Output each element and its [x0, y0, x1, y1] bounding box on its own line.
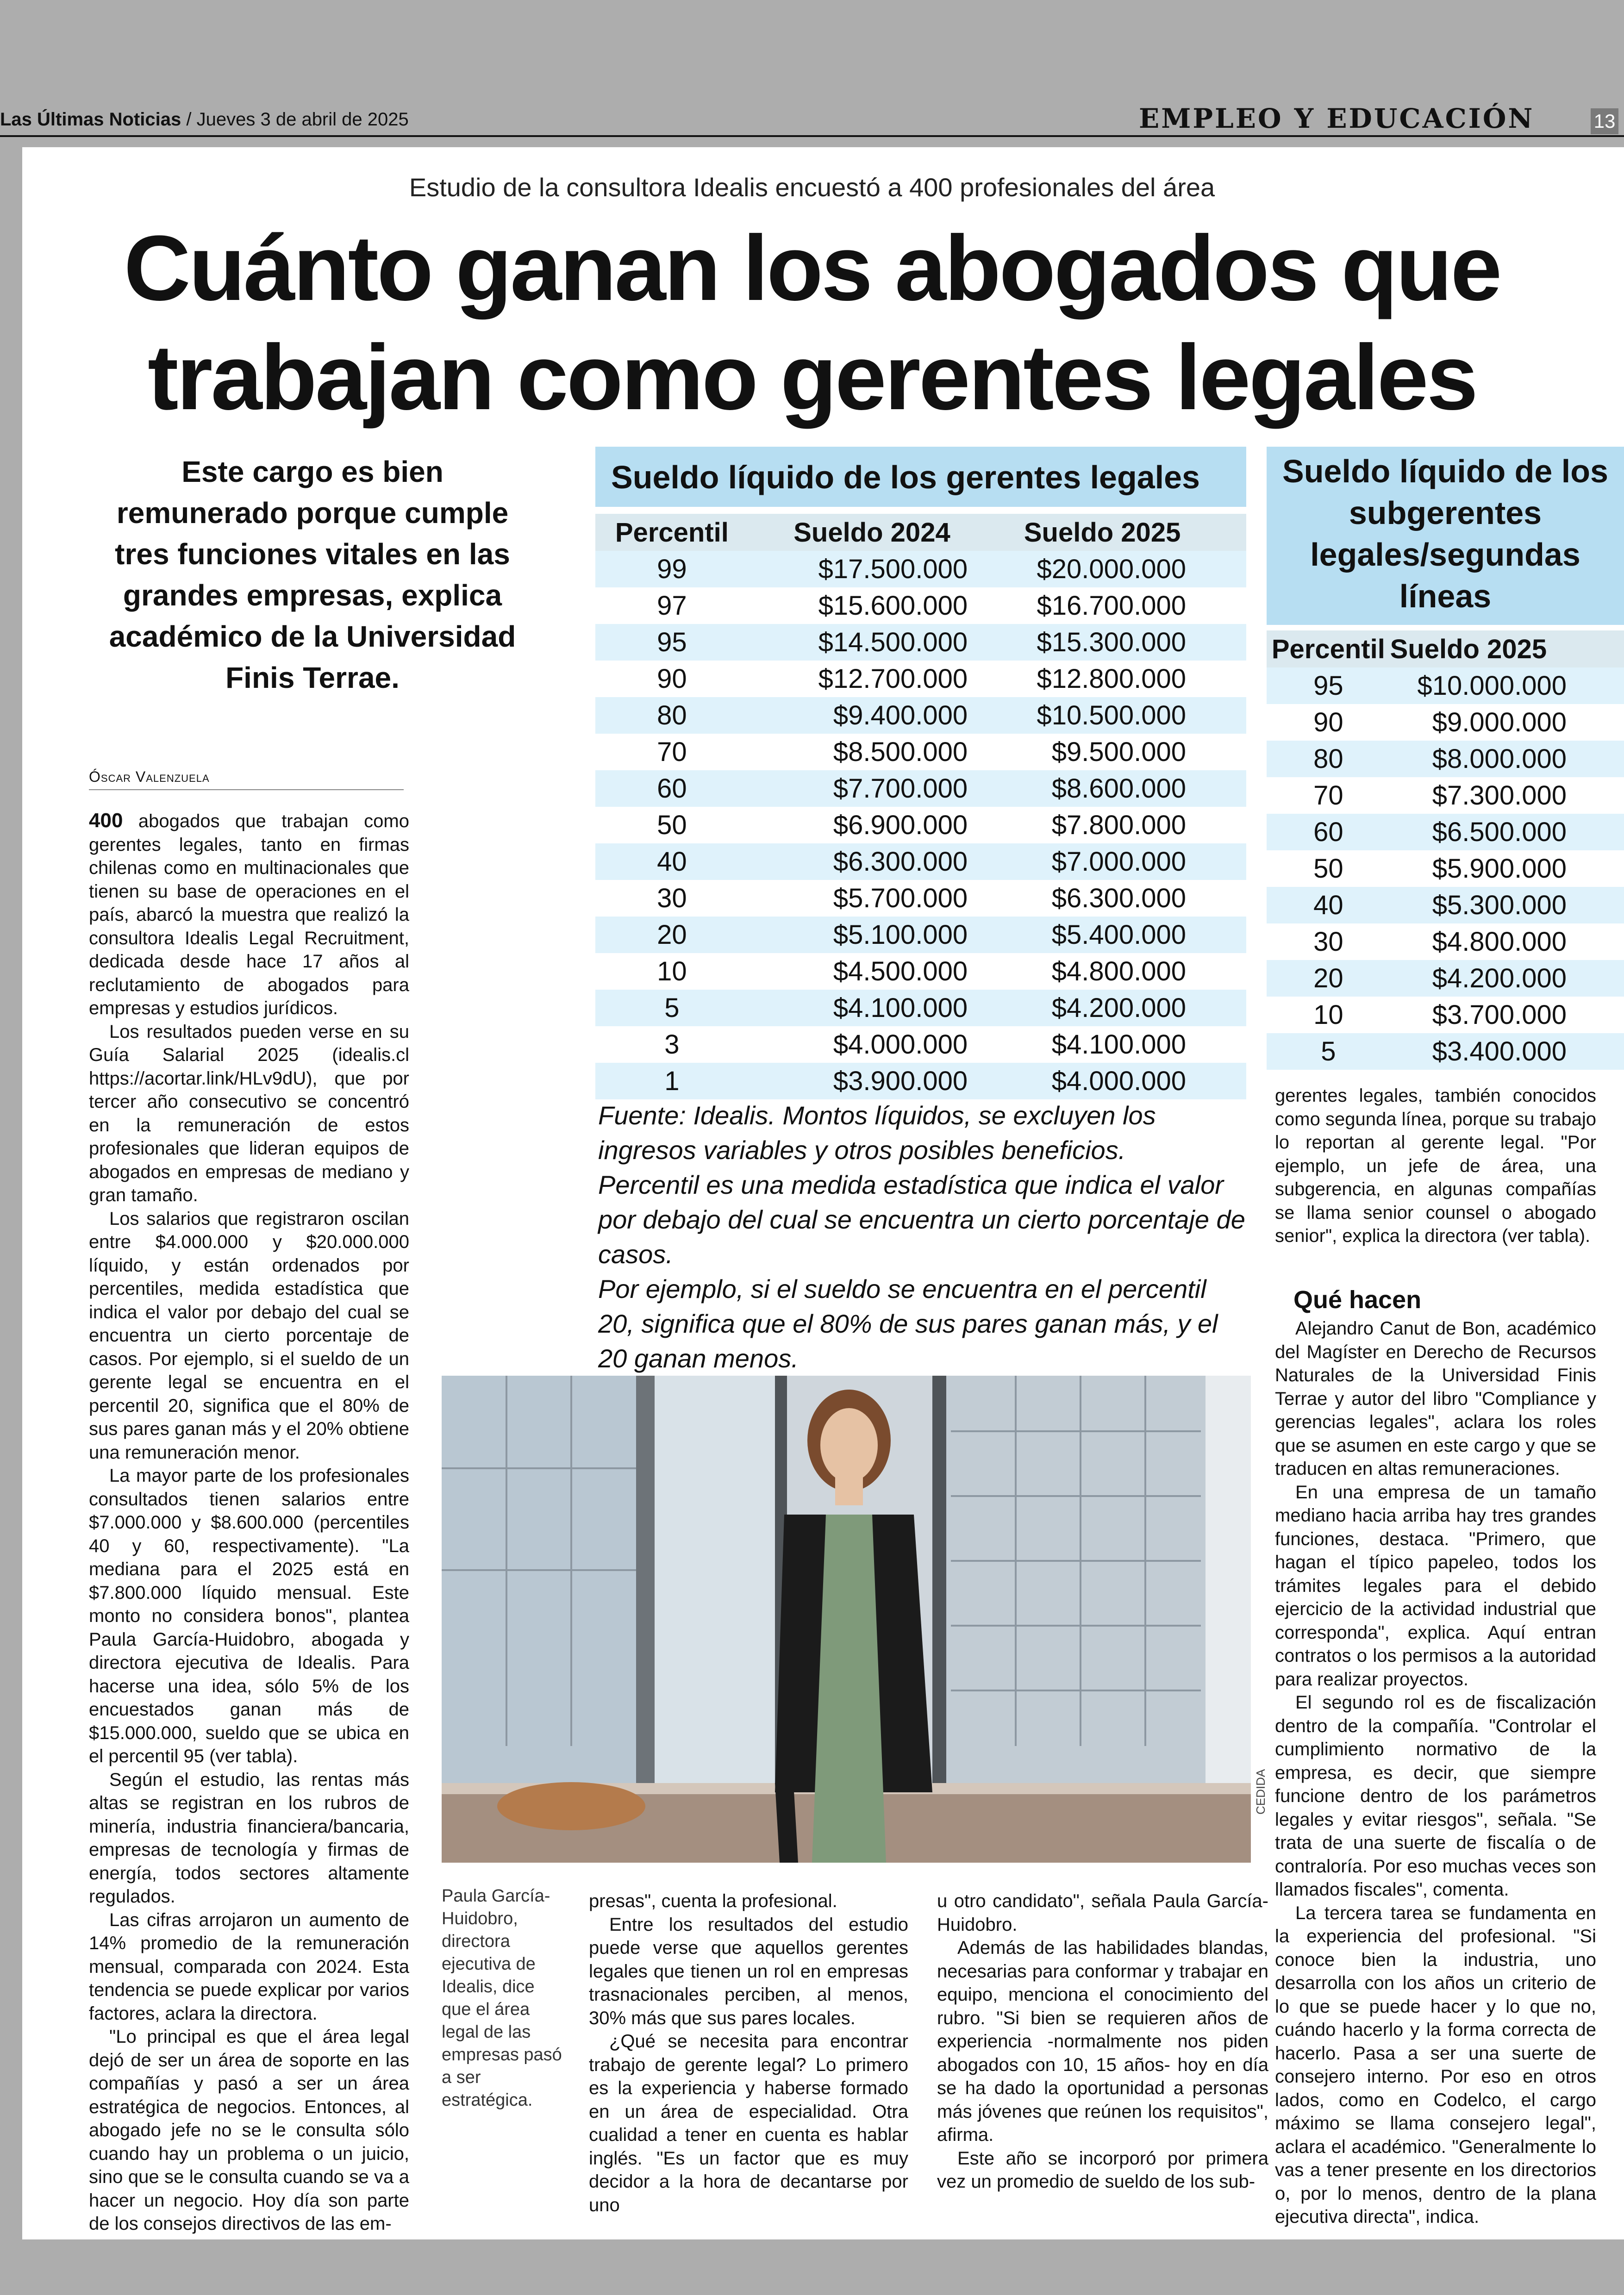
paragraph: La tercera tarea se fundamenta en la experiencia del profesional. "Si conoce bien la industria, uno desarrolla con los años un criterio de lo que se puede hacer y lo que no, cuándo hacerlo y la forma correcta de hacerlo. Pasa a ser una suerte de consejero interno. Por eso en otros lados, como en Codelco, el cargo máximo se llama consejero legal", aclara el académico. "Generalmente lo vas a tener presente en los directorios o, por lo menos, dentro de la plana ejecutiva directa", indica.	[1275, 1902, 1596, 2227]
salary-cell: $4.100.000	[749, 990, 977, 1026]
column-header: Sueldo 2025	[977, 514, 1246, 551]
salary-cell: $8.500.000	[749, 734, 977, 770]
paragraph	[89, 809, 409, 1020]
percentile-cell: 60	[595, 770, 749, 807]
photo-credit: CEDIDA	[1254, 1769, 1268, 1815]
header-rule	[0, 135, 1624, 137]
salary-cell: $6.900.000	[749, 807, 977, 843]
table-subgerentes-body	[1267, 667, 1624, 1070]
salary-cell: $15.300.000	[977, 624, 1246, 661]
percentile-cell: 95	[1267, 667, 1390, 704]
article-column-4	[1275, 1285, 1596, 2229]
table-row	[595, 551, 1246, 587]
salary-cell: $9.000.000	[1390, 704, 1624, 741]
column-header: Percentil	[595, 514, 749, 551]
table-row	[595, 807, 1246, 843]
office-photo-illustration	[442, 1376, 1251, 1863]
percentile-cell: 3	[595, 1026, 749, 1063]
table-subgerentes-title	[1267, 447, 1624, 625]
salary-cell: $6.300.000	[977, 880, 1246, 917]
article-column-1	[89, 809, 409, 2236]
headline-line-2: trabajan como gerentes legales	[147, 326, 1477, 429]
lead-paragraph: Este cargo es bien remunerado porque cumple tres funciones vitales en las grandes empresas, explica académico de la Universidad Finis Terrae.	[109, 455, 516, 694]
salary-cell: $4.100.000	[977, 1026, 1246, 1063]
table-row	[1267, 887, 1624, 923]
percentile-example: Por ejemplo, si el sueldo se encuentra en el percentil 20, significa que el 80% de sus pares ganan más, y el 20 ganan menos.	[598, 1274, 1218, 1373]
percentile-cell: 5	[1267, 1033, 1390, 1070]
headline	[93, 214, 1531, 432]
salary-cell: $4.000.000	[977, 1063, 1246, 1099]
percentile-definition: Percentil es una medida estadística que indica el valor por debajo del cual se encuentra un cierto porcentaje de casos.	[598, 1170, 1245, 1269]
percentile-cell: 70	[595, 734, 749, 770]
salary-cell: $8.000.000	[1390, 741, 1624, 777]
table-row	[595, 697, 1246, 734]
table-subgerentes	[1267, 630, 1624, 1070]
salary-cell: $3.700.000	[1390, 997, 1624, 1033]
article-column-4-top	[1275, 1084, 1596, 1248]
percentile-cell: 95	[595, 624, 749, 661]
salary-cell: $10.000.000	[1390, 667, 1624, 704]
percentile-cell: 20	[595, 917, 749, 953]
salary-cell: $4.500.000	[749, 953, 977, 990]
paragraph: presas", cuenta la profesional.	[589, 1891, 837, 1911]
percentile-cell: 10	[595, 953, 749, 990]
table-row	[1267, 667, 1624, 704]
headline-line-1: Cuánto ganan los abogados que	[124, 217, 1500, 320]
table-row	[595, 770, 1246, 807]
paragraph-text: abogados que trabajan como gerentes legales, tanto en firmas chilenas como en multinacionales que tienen su base de operaciones en el país, abarcó la muestra que realizó la consultora Idealis Legal Recruitment, dedicada desde hace 17 años al reclutamiento de abogados para empresas y estudios jurídicos.	[89, 811, 409, 1018]
percentile-cell: 50	[1267, 850, 1390, 887]
paragraph: Los resultados pueden verse en su Guía Salarial 2025 (idealis.cl https://acortar.link/HLv9dU), que por tercer año consecutivo se concentró en la remuneración de estos profesionales que lideran equipos de abogados en empresas de mediano y gran tamaño.	[89, 1021, 409, 1205]
article-column-3	[937, 1890, 1268, 2194]
table-title-text: Sueldo líquido de los subgerentes legales/segundas líneas	[1282, 453, 1608, 614]
photo-caption: Paula García-Huidobro, directora ejecutiva de Idealis, dice que el área legal de las empresas pasó a ser estratégica.	[442, 1886, 562, 2110]
salary-cell: $5.400.000	[977, 917, 1246, 953]
salary-cell: $5.900.000	[1390, 850, 1624, 887]
salary-cell: $7.800.000	[977, 807, 1246, 843]
column-header: Sueldo 2025	[1390, 630, 1624, 667]
salary-cell: $12.700.000	[749, 661, 977, 697]
table-row	[1267, 997, 1624, 1033]
table-row	[595, 661, 1246, 697]
table-source-note	[598, 1098, 1246, 1376]
paragraph: Los salarios que registraron oscilan entre $4.000.000 y $20.000.000 líquido, y están ordenados por percentiles, medida estadística que indica el valor por debajo del cual se encuentra un cierto porcentaje de casos. Por ejemplo, si el sueldo de un gerente legal se encuentra en el percentil 20, significa que el 80% de sus pares ganan más y el 20% obtiene una remuneración menor.	[89, 1208, 409, 1463]
table-row	[595, 953, 1246, 990]
paragraph: Entre los resultados del estudio puede verse que aquellos gerentes legales que tienen un rol en empresas trasnacionales perciben, al menos, 30% más que sus pares locales.	[589, 1914, 908, 2028]
percentile-cell: 30	[1267, 923, 1390, 960]
salary-cell: $7.000.000	[977, 843, 1246, 880]
salary-cell: $4.800.000	[1390, 923, 1624, 960]
table-row	[1267, 923, 1624, 960]
percentile-cell: 40	[1267, 887, 1390, 923]
percentile-cell: 90	[1267, 704, 1390, 741]
percentile-cell: 20	[1267, 960, 1390, 997]
salary-cell: $12.800.000	[977, 661, 1246, 697]
paragraph: gerentes legales, también conocidos como segunda línea, porque su trabajo lo reportan al gerente legal. "Por ejemplo, un jefe de área, una subgerencia, en algunas compañías se llama senior counsel o abogado senior", explica la directora (ver tabla).	[1275, 1085, 1596, 1246]
salary-cell: $5.700.000	[749, 880, 977, 917]
salary-cell: $9.400.000	[749, 697, 977, 734]
salary-cell: $15.600.000	[749, 587, 977, 624]
table-row	[1267, 741, 1624, 777]
percentile-cell: 10	[1267, 997, 1390, 1033]
percentile-cell: 1	[595, 1063, 749, 1099]
table-row	[595, 843, 1246, 880]
table-header-row	[595, 514, 1246, 551]
masthead	[0, 109, 409, 130]
photo-paula-garcia-huidobro	[442, 1376, 1251, 1863]
salary-cell: $10.500.000	[977, 697, 1246, 734]
percentile-cell: 80	[1267, 741, 1390, 777]
table-row	[1267, 960, 1624, 997]
source-text: Fuente: Idealis. Montos líquidos, se excluyen los ingresos variables y otros posibles beneficios.	[598, 1101, 1156, 1165]
table-row	[595, 587, 1246, 624]
paragraph: u otro candidato", señala Paula García-Huidobro.	[937, 1891, 1268, 1935]
salary-cell: $4.200.000	[977, 990, 1246, 1026]
table-header-row	[1267, 630, 1624, 667]
percentile-cell: 80	[595, 697, 749, 734]
newspaper-name: Las Últimas Noticias	[0, 109, 181, 130]
paragraph: "Lo principal es que el área legal dejó de ser un área de soporte en las compañías y pasó a ser un área estratégica de negocios. Entonces, al abogado jefe no se le consulta sólo cuando hay un problema o un juicio, sino que se le consulta cuando se va a hacer un negocio. Hoy día son parte de los consejos directivos de las em-	[89, 2027, 409, 2234]
lead-number: 400	[89, 809, 123, 832]
salary-cell: $14.500.000	[749, 624, 977, 661]
table-row	[595, 917, 1246, 953]
table-row	[1267, 850, 1624, 887]
salary-cell: $6.300.000	[749, 843, 977, 880]
paragraph: ¿Qué se necesita para encontrar trabajo de gerente legal? Lo primero es la experiencia y haberse formado en un área de especialidad. Otra cualidad a tener en cuenta es hablar inglés. "Es un factor que es muy decidor a la hora de decantarse por uno	[589, 2031, 908, 2215]
article-column-2	[589, 1890, 908, 2217]
salary-cell: $6.500.000	[1390, 814, 1624, 850]
salary-cell: $8.600.000	[977, 770, 1246, 807]
table-row	[595, 734, 1246, 770]
percentile-cell: 60	[1267, 814, 1390, 850]
percentile-cell: 99	[595, 551, 749, 587]
salary-cell: $20.000.000	[977, 551, 1246, 587]
salary-cell: $16.700.000	[977, 587, 1246, 624]
salary-cell: $3.400.000	[1390, 1033, 1624, 1070]
kicker: Estudio de la consultora Idealis encuestó a 400 profesionales del área	[409, 173, 1215, 202]
percentile-cell: 50	[595, 807, 749, 843]
column-header: Sueldo 2024	[749, 514, 977, 551]
table-gerentes-body	[595, 551, 1246, 1099]
subheading: Qué hacen	[1293, 1286, 1422, 1314]
salary-cell: $4.000.000	[749, 1026, 977, 1063]
table-gerentes	[595, 514, 1246, 1099]
table-row	[595, 880, 1246, 917]
paragraph: El segundo rol es de fiscalización dentro de la compañía. "Controlar el cumplimiento normativo de la empresa, es decir, que siempre funcione dentro de los parámetros legales y evitar riesgos", señala. "Se trata de una suerte de fiscalía o de contraloría. Por eso muchas veces son llamados fiscales", comenta.	[1275, 1692, 1596, 1900]
paragraph: Las cifras arrojaron un aumento de 14% promedio de la remuneración mensual, comparada con 2024. Esta tendencia se puede explicar por varios factores, aclara la directora.	[89, 1909, 409, 2024]
paragraph: Además de las habilidades blandas, necesarias para conformar y trabajar en equipo, menciona el conocimiento del rubro. "Si bien se requieren años de experiencia -normalmente nos piden abogados con 10, 15 años- hoy en día se ha dado la oportunidad a personas más jóvenes que reúnen los requisitos", afirma.	[937, 1938, 1268, 2145]
table-row	[1267, 1033, 1624, 1070]
salary-cell: $4.200.000	[1390, 960, 1624, 997]
header-separator: /	[186, 109, 192, 130]
percentile-cell: 30	[595, 880, 749, 917]
publication-date: Jueves 3 de abril de 2025	[196, 109, 409, 130]
table-title-text: Sueldo líquido de los gerentes legales	[611, 459, 1200, 495]
paragraph: Según el estudio, las rentas más altas se registran en los rubros de minería, industria financiera/bancaria, empresas de tecnología y firmas de energía, todos sectores altamente regulados.	[89, 1769, 409, 1907]
paragraph: Alejandro Canut de Bon, académico del Magíster en Derecho de Recursos Naturales de la Universidad Finis Terrae y autor del libro "Compliance y gerencias legales", aclara los roles que se asumen en este cargo y que se traducen en altas remuneraciones.	[1275, 1318, 1596, 1479]
salary-cell: $4.800.000	[977, 953, 1246, 990]
page-number: 13	[1591, 108, 1618, 134]
paragraph: Este año se incorporó por primera vez un promedio de sueldo de los sub-	[937, 2148, 1268, 2192]
table-row	[1267, 704, 1624, 741]
salary-cell: $17.500.000	[749, 551, 977, 587]
paragraph: La mayor parte de los profesionales consultados tienen salarios entre $7.000.000 y $8.600.000 (percentiles 40 y 60, respectivamente). "La mediana para el 2025 está en $7.800.000 líquido mensual. Este monto no considera bonos", plantea Paula García-Huidobro, abogada y directora ejecutiva de Idealis. Para hacerse una idea, sólo 5% de los encuestados ganan más de $15.000.000, sueldo que se ubica en el percentil 95 (ver tabla).	[89, 1466, 409, 1766]
table-gerentes-title	[595, 447, 1246, 507]
percentile-cell: 70	[1267, 777, 1390, 814]
table-row	[1267, 814, 1624, 850]
salary-cell: $5.100.000	[749, 917, 977, 953]
table-row	[595, 1026, 1246, 1063]
table-row	[595, 990, 1246, 1026]
salary-cell: $7.300.000	[1390, 777, 1624, 814]
table-row	[595, 1063, 1246, 1099]
salary-cell: $5.300.000	[1390, 887, 1624, 923]
column-header: Percentil	[1267, 630, 1390, 667]
salary-cell: $7.700.000	[749, 770, 977, 807]
byline: Óscar Valenzuela	[89, 768, 404, 790]
percentile-cell: 97	[595, 587, 749, 624]
percentile-cell: 5	[595, 990, 749, 1026]
percentile-cell: 90	[595, 661, 749, 697]
table-row	[595, 624, 1246, 661]
salary-cell: $9.500.000	[977, 734, 1246, 770]
salary-cell: $3.900.000	[749, 1063, 977, 1099]
percentile-cell: 40	[595, 843, 749, 880]
section-name: EMPLEO Y EDUCACIÓN	[1139, 103, 1535, 134]
paragraph: En una empresa de un tamaño mediano hacia arriba hay tres grandes funciones, destaca. "Primero, que hagan el típico papeleo, todos los trámites legales para el debido ejercicio de la actividad industrial que corresponda", explica. Aquí entran contratos o los permisos a la autoridad para realizar proyectos.	[1275, 1482, 1596, 1690]
table-row	[1267, 777, 1624, 814]
